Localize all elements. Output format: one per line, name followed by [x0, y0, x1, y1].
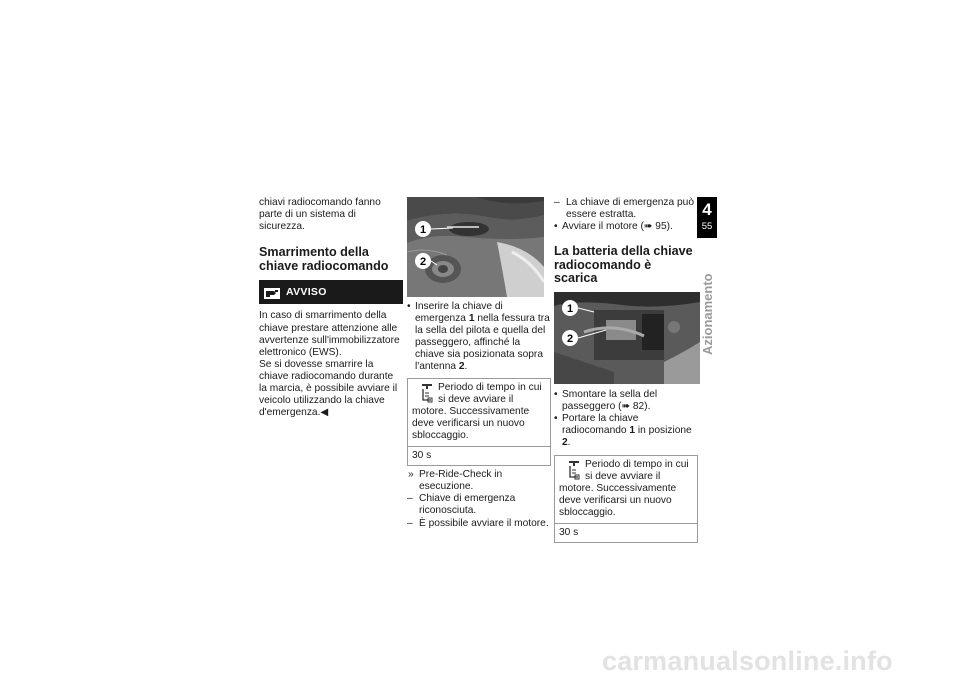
step-text-a: Inserire la chiave di emergenza — [415, 301, 503, 325]
step-text-c: . — [464, 361, 468, 373]
under-seat-photo-illustration — [554, 292, 700, 384]
column-right — [554, 197, 698, 546]
notice-label: AVVISO — [286, 286, 327, 299]
result-item: » Pre-Ride-Check in esecuzione. — [407, 469, 551, 493]
section-heading-battery: La batteria della chiave radiocomando è scarica — [554, 244, 693, 286]
seat-photo-illustration — [407, 197, 544, 297]
notice-banner — [259, 280, 403, 304]
step-ref-2: 2 — [562, 437, 568, 449]
hand-pointer-icon — [264, 286, 280, 299]
step-text-a: Smontare la sella del passeggero ( — [562, 389, 658, 413]
step-text-c: ). — [644, 401, 651, 413]
column-middle — [407, 197, 551, 530]
step-text-a: Avviare il motore ( — [562, 221, 644, 233]
chapter-title: Azionamento — [700, 273, 715, 355]
callout-1-label: 1 — [419, 224, 427, 236]
steps-list — [407, 301, 551, 374]
timer-infobox — [554, 455, 698, 544]
page-number: 55 — [701, 221, 713, 232]
start-engine-step — [554, 221, 698, 233]
results-list — [407, 469, 551, 529]
result-item: – Chiave di emergenza riconosciuta. — [407, 493, 551, 517]
end-mark-icon: ◀ — [320, 407, 329, 419]
continued-results — [554, 197, 698, 221]
photo-emergency-key-slot — [407, 197, 544, 297]
section-heading-lost-key: Smarrimento della chiave radiocomando — [259, 245, 389, 273]
page-ref-link[interactable]: ➠ 82 — [621, 401, 645, 413]
notice-paragraph-2-text: Se si dovesse smarrire la chiave radiocomando durante la marcia, è possibile avviare il veicolo utilizzando la chiave d'emergenza. — [259, 358, 398, 419]
callout-2-label: 2 — [566, 333, 574, 346]
notice-paragraph-2 — [259, 359, 403, 419]
photo-battery-key-position — [554, 292, 700, 384]
step-text-a: Portare la chiave radiocomando — [562, 413, 639, 437]
step-remove-seat — [554, 389, 698, 413]
result-item: – È possibile avviare il motore. — [407, 518, 551, 530]
step-text-c: . — [567, 437, 571, 449]
watermark: carmanualsonline.info — [602, 646, 893, 676]
timer-info-text: Periodo di tempo in cui si deve avviare il motore. Successivamente deve verificarsi un nuovo sbloccaggio. — [412, 381, 542, 441]
callout-2-label: 2 — [419, 256, 427, 268]
step-text-b: in posizione — [635, 425, 692, 437]
step-text-b: nella fessura tra la sella del pilota e quella del passeggero, affinché la chiave sia posizionata sopra l'antenna — [415, 313, 550, 373]
result-item: – La chiave di emergenza può essere estratta. — [554, 197, 698, 221]
stopwatch-icon — [420, 383, 434, 403]
chapter-tab — [697, 197, 717, 238]
notice-paragraph-1: In caso di smarrimento della chiave prestare attenzione alle avvertenze sull'immobilizzatore elettronico (EWS). — [259, 310, 400, 358]
step-insert-key — [407, 301, 551, 374]
column-left — [259, 197, 403, 419]
timer-value: 30 s — [555, 523, 697, 542]
step-text-c: ). — [666, 221, 673, 233]
timer-infobox — [407, 378, 551, 467]
timer-value: 30 s — [408, 446, 550, 465]
stopwatch-icon — [567, 460, 581, 480]
timer-info-text: Periodo di tempo in cui si deve avviare il motore. Successivamente deve verificarsi un nuovo sbloccaggio. — [559, 458, 689, 518]
callout-1-label: 1 — [566, 303, 574, 316]
step-ref-1: 1 — [629, 425, 636, 437]
page-ref-link[interactable]: ➠ 95 — [643, 221, 667, 233]
step-ref-1: 1 — [468, 313, 475, 325]
intro-text: chiavi radiocomando fanno parte di un sistema di sicurezza. — [259, 197, 381, 233]
step-start-engine — [554, 221, 698, 233]
step-ref-2: 2 — [458, 361, 465, 373]
step-position-key — [554, 413, 698, 449]
chapter-number: 4 — [702, 200, 712, 219]
battery-steps-list — [554, 389, 698, 449]
